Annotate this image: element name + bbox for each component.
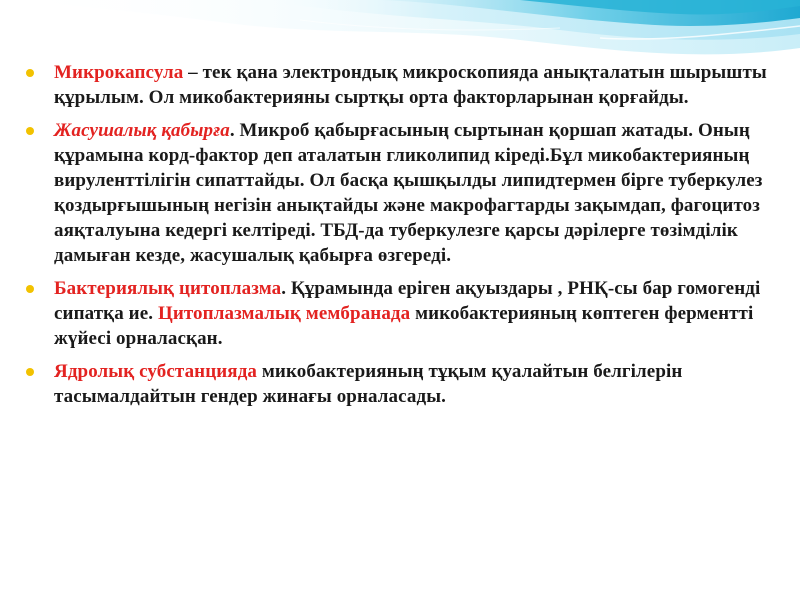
- bullet-dot-icon: [26, 69, 34, 77]
- text-cell-wall: . Микроб қабырғасының сыртынан қоршап жатады. Оның құрамына корд-фактор деп аталатын гликолипид кіреді.Бұл микобактерияның вируленттілігін сипаттайды. Ол басқа қышқылды липидтермен бірге туберкулез қоздырғышының негізін анықтайды және макрофагтарды зақымдап, фагоцитоз аяқталуына кедергі келтіреді. ТБД-да туберкулезге қарсы дәрілерге төзімділік дамыған кезде, жасушалық қабырға өзгереді.: [54, 120, 763, 266]
- text-cytoplasm: . Құрамында еріген ақуыздары , РНҚ-сы бар гомогенді сипатқа ие.: [54, 278, 761, 324]
- text-microcapsule: – тек қана электрондық микроскопияда анықталатын шырышты құрылым. Ол микобактерияны сыртқы орта факторларынан қорғайды.: [54, 62, 767, 108]
- bullet-dot-icon: [26, 368, 34, 376]
- term-microcapsule: Микрокапсула: [54, 62, 184, 83]
- term-cytoplasmic-membrane: Цитоплазмалық мембранада: [157, 303, 411, 324]
- bullet-dot-icon: [26, 285, 34, 293]
- bullet-nuclear-substance: [26, 359, 778, 409]
- text-cytoplasmic-membrane: микобактерияның көптеген ферментті жүйесі орналасқан.: [54, 303, 754, 349]
- text-nuclear-substance: микобактерияның тұқым қуалайтын белгілерін тасымалдайтын гендер жинағы орналасады.: [54, 361, 683, 407]
- term-nuclear-substance: Ядролық субстанцияда: [54, 361, 258, 382]
- bullet-dot-icon: [26, 127, 34, 135]
- bullet-cell-wall: [26, 118, 778, 268]
- bullet-list: [26, 60, 778, 417]
- bullet-microcapsule: [26, 60, 778, 110]
- term-cell-wall: Жасушалық қабырға: [54, 120, 230, 141]
- bullet-cytoplasm: [26, 276, 778, 351]
- term-cytoplasm: Бактериялық цитоплазма: [54, 278, 282, 299]
